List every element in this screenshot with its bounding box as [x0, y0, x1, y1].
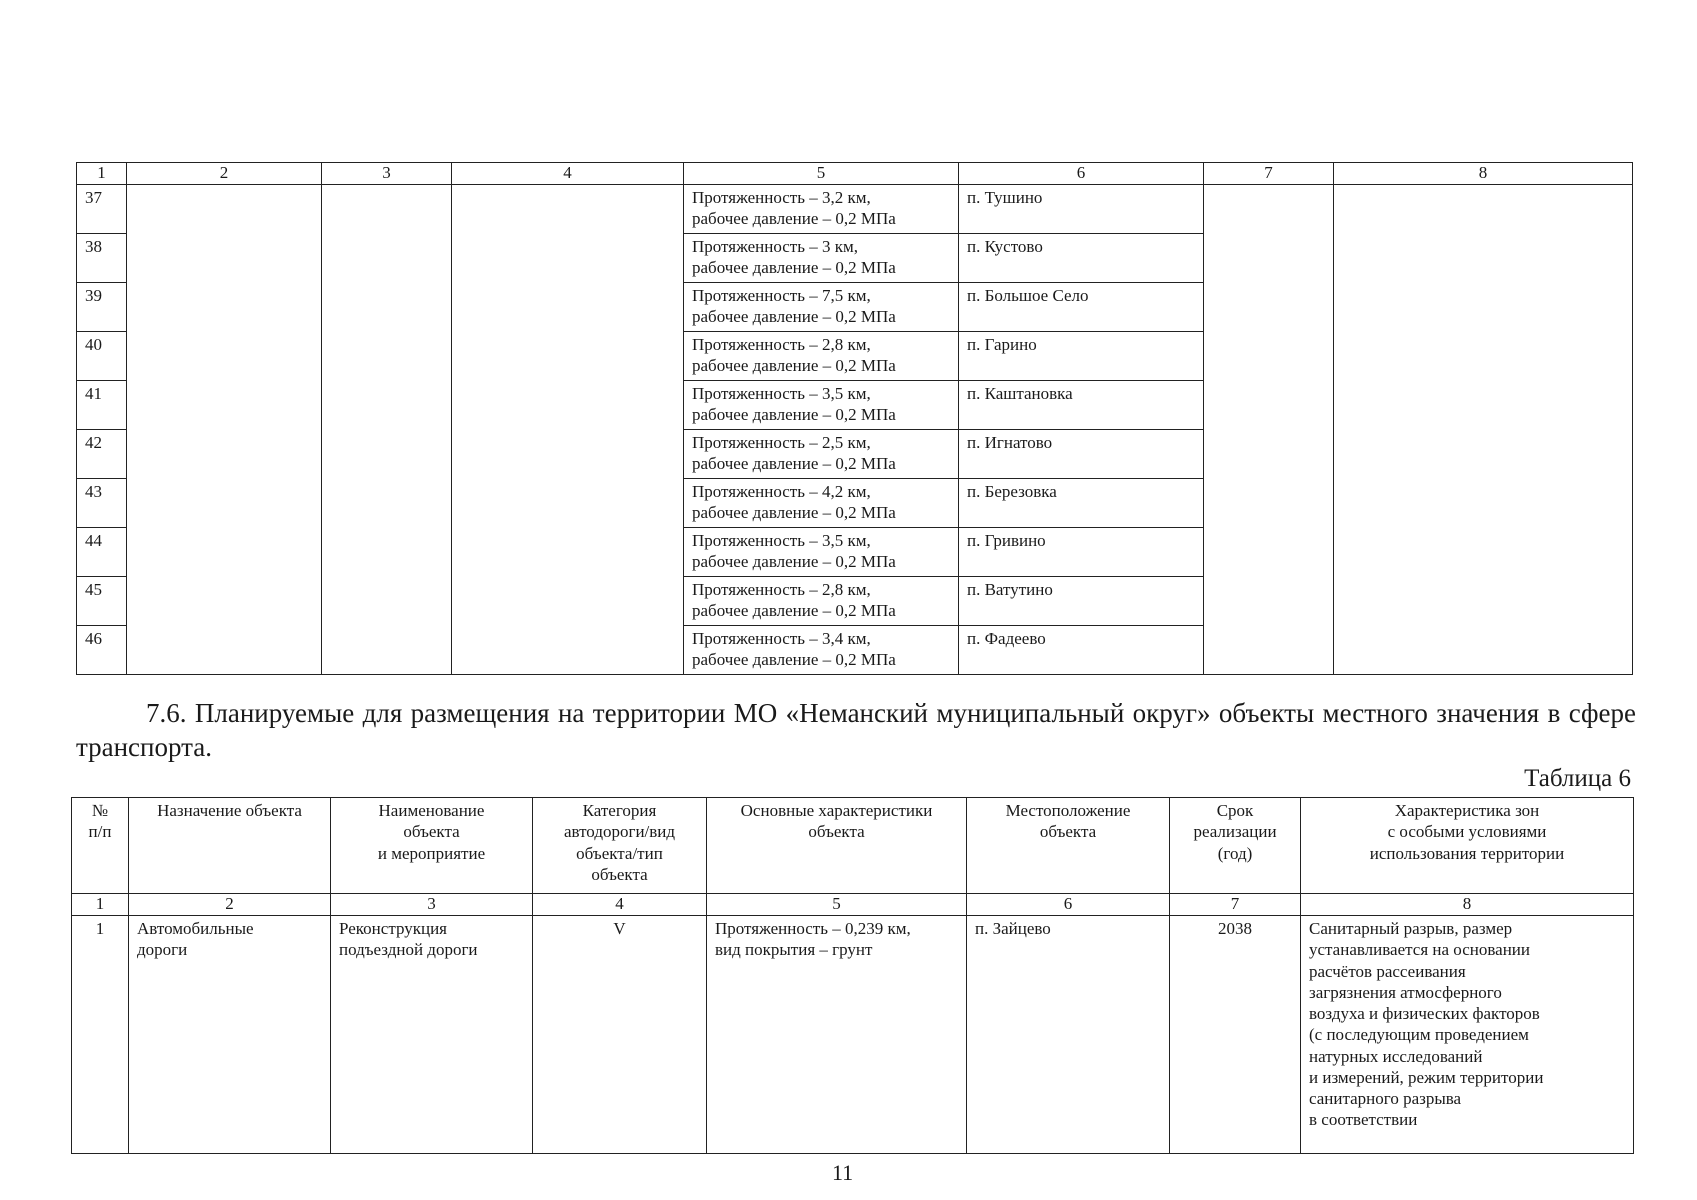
- table-cell: Автомобильные дороги: [129, 916, 331, 1154]
- table-cell: Протяженность – 4,2 км, рабочее давление – 0,2 МПа: [684, 479, 959, 528]
- table-cell: 37: [77, 185, 127, 234]
- col-number: 3: [331, 894, 533, 916]
- col-number: 3: [322, 163, 452, 185]
- table-cell: п. Фадеево: [959, 626, 1204, 675]
- table-cell: Протяженность – 3,5 км, рабочее давление – 0,2 МПа: [684, 528, 959, 577]
- table-cell: Протяженность – 2,8 км, рабочее давление – 0,2 МПа: [684, 332, 959, 381]
- table-cell: Протяженность – 3 км, рабочее давление – 0,2 МПа: [684, 234, 959, 283]
- header-cell: Наименование объекта и мероприятие: [331, 798, 533, 894]
- table-cell: п. Гарино: [959, 332, 1204, 381]
- table-cell: п. Большое Село: [959, 283, 1204, 332]
- table-cell: 2038: [1170, 916, 1301, 1154]
- table-cell: п. Березовка: [959, 479, 1204, 528]
- header-cell: Назначение объекта: [129, 798, 331, 894]
- table-cell: п. Зайцево: [967, 916, 1170, 1154]
- table-cell: п. Игнатово: [959, 430, 1204, 479]
- table-caption: Таблица 6: [1524, 765, 1631, 792]
- table-cell: [322, 185, 452, 675]
- table-cell: п. Каштановка: [959, 381, 1204, 430]
- table-cell: [1334, 185, 1633, 675]
- section-heading: 7.6. Планируемые для размещения на территории МО «Неманский муниципальный округ» объекты местного значения в сфере транспорта.: [76, 698, 1636, 762]
- col-number: 2: [127, 163, 322, 185]
- header-cell: Основные характеристики объекта: [707, 798, 967, 894]
- table-cell: Протяженность – 7,5 км, рабочее давление – 0,2 МПа: [684, 283, 959, 332]
- table-cell: Протяженность – 2,8 км, рабочее давление – 0,2 МПа: [684, 577, 959, 626]
- col-number: 4: [452, 163, 684, 185]
- table-cell: 45: [77, 577, 127, 626]
- table-5-continuation: [76, 162, 1633, 675]
- table-6-body: [72, 798, 1634, 1154]
- table-cell: Санитарный разрыв, размер устанавливается на основании расчётов рассеивания загрязнения атмосферного воздуха и физических факторов (с последующим проведением натурных исследований и измерений, режим территории санитарного разрыва в соответствии: [1301, 916, 1634, 1154]
- col-number: 8: [1334, 163, 1633, 185]
- table-cell: Реконструкция подъездной дороги: [331, 916, 533, 1154]
- column-number-row: [72, 894, 1634, 916]
- table-row: [72, 916, 1634, 1154]
- table-cell: 42: [77, 430, 127, 479]
- col-number: 1: [72, 894, 129, 916]
- table-cell: [127, 185, 322, 675]
- table-cell: п. Кустово: [959, 234, 1204, 283]
- table-cell: 38: [77, 234, 127, 283]
- table-cell: 40: [77, 332, 127, 381]
- table-cell: п. Гривино: [959, 528, 1204, 577]
- table-cell: Протяженность – 3,5 км, рабочее давление – 0,2 МПа: [684, 381, 959, 430]
- table-cell: V: [533, 916, 707, 1154]
- table-cell: п. Ватутино: [959, 577, 1204, 626]
- table-cell: 41: [77, 381, 127, 430]
- header-row: [72, 798, 1634, 894]
- table-cell: [452, 185, 684, 675]
- header-cell: Местоположение объекта: [967, 798, 1170, 894]
- column-number-row: [77, 163, 1633, 185]
- col-number: 1: [77, 163, 127, 185]
- col-number: 7: [1204, 163, 1334, 185]
- table-cell: 46: [77, 626, 127, 675]
- table-cell: [1204, 185, 1334, 675]
- col-number: 7: [1170, 894, 1301, 916]
- table-6: [71, 797, 1634, 1154]
- header-cell: Характеристика зон с особыми условиями использования территории: [1301, 798, 1634, 894]
- table-cell: 43: [77, 479, 127, 528]
- table-cell: 1: [72, 916, 129, 1154]
- header-cell: Срок реализации (год): [1170, 798, 1301, 894]
- table-5-body: [77, 163, 1633, 675]
- col-number: 6: [959, 163, 1204, 185]
- table-cell: Протяженность – 0,239 км, вид покрытия – грунт: [707, 916, 967, 1154]
- table-cell: Протяженность – 2,5 км, рабочее давление – 0,2 МПа: [684, 430, 959, 479]
- col-number: 4: [533, 894, 707, 916]
- table-cell: 39: [77, 283, 127, 332]
- page-number: 11: [832, 1160, 854, 1185]
- col-number: 5: [684, 163, 959, 185]
- table-cell: 44: [77, 528, 127, 577]
- col-number: 8: [1301, 894, 1634, 916]
- col-number: 2: [129, 894, 331, 916]
- table-row: [77, 185, 1633, 234]
- header-cell: Категория автодороги/вид объекта/тип объекта: [533, 798, 707, 894]
- table-cell: Протяженность – 3,4 км, рабочее давление – 0,2 МПа: [684, 626, 959, 675]
- table-cell: п. Тушино: [959, 185, 1204, 234]
- col-number: 5: [707, 894, 967, 916]
- table-cell: Протяженность – 3,2 км, рабочее давление – 0,2 МПа: [684, 185, 959, 234]
- header-cell: № п/п: [72, 798, 129, 894]
- col-number: 6: [967, 894, 1170, 916]
